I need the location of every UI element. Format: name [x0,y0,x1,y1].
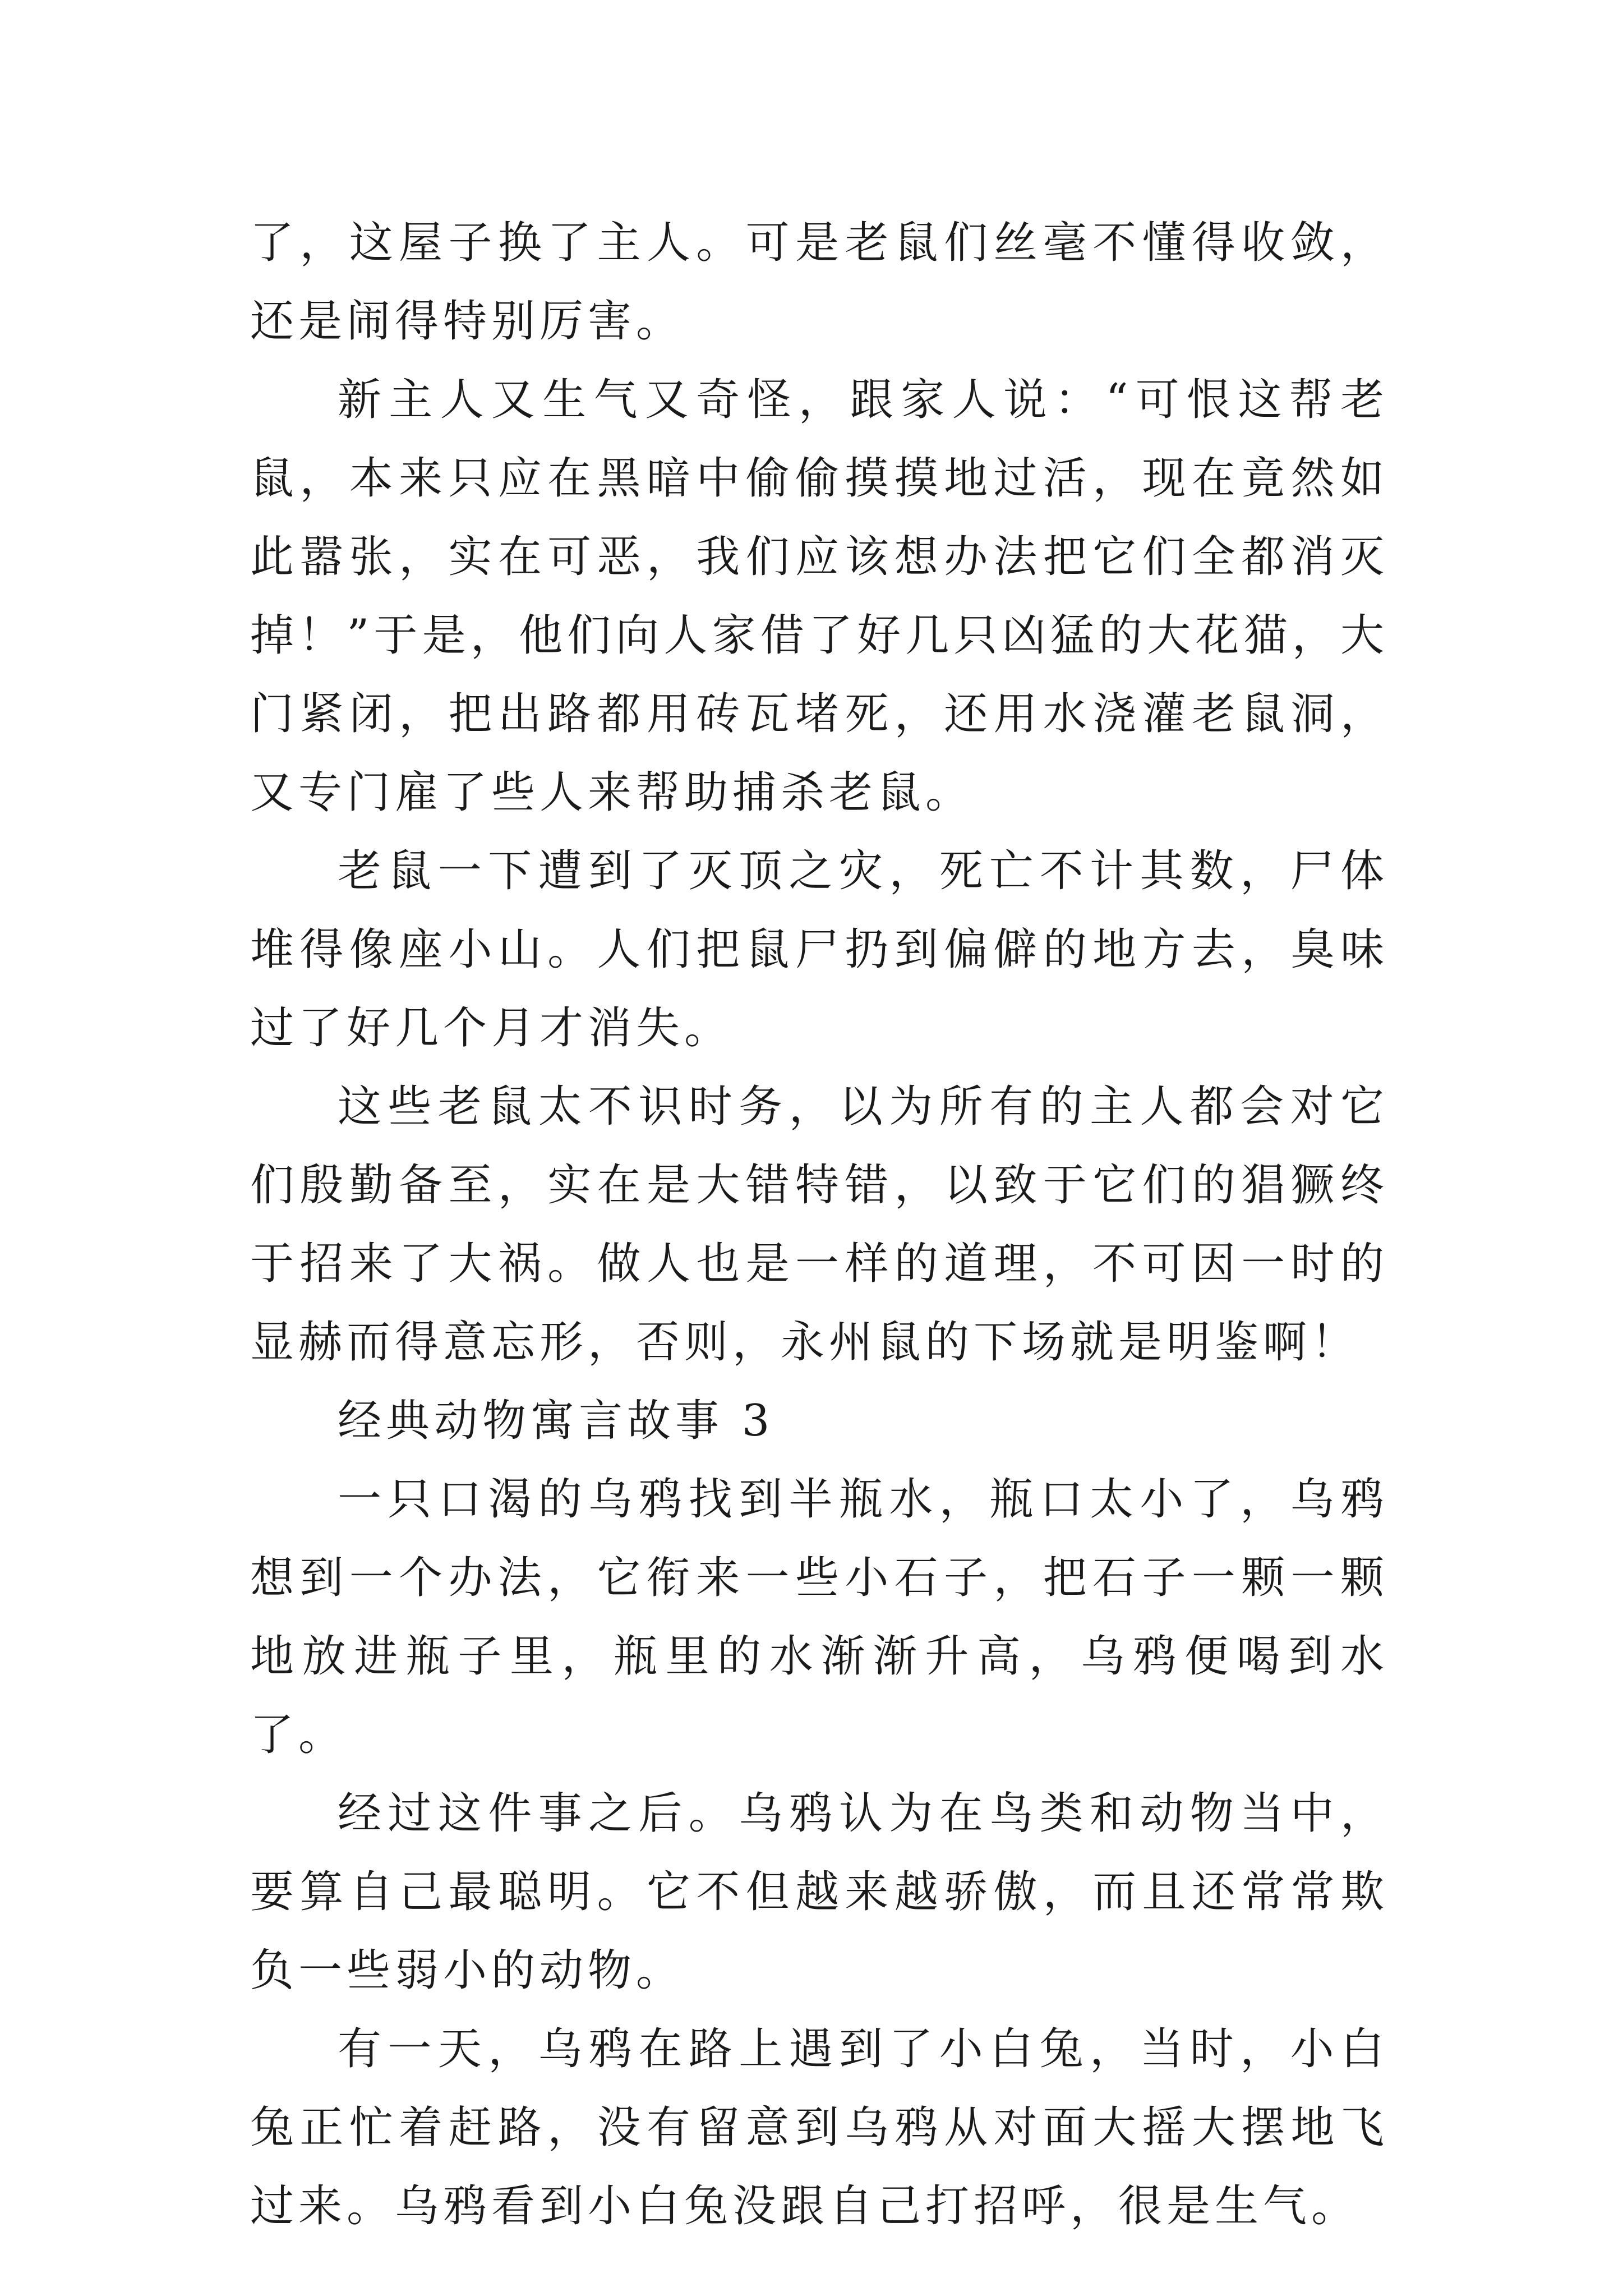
paragraph-7: 有一天，乌鸦在路上遇到了小白兔，当时，小白兔正忙着赶路，没有留意到乌鸦从对面大摇大摆地飞过来。乌鸦看到小白兔没跟自己打招呼，很是生气。 [250,2024,1389,2231]
paragraph-5: 一只口渴的乌鸦找到半瓶水，瓶口太小了，乌鸦想到一个办法，它衔来一些小石子，把石子一颗一颗地放进瓶子里，瓶里的水渐渐升高，乌鸦便喝到水了。 [250,1474,1389,1760]
paragraph-1: 了，这屋子换了主人。可是老鼠们丝毫不懂得收敛，还是闹得特别厉害。 [250,218,1389,347]
paragraph-3: 老鼠一下遭到了灭顶之灾，死亡不计其数，尸体堆得像座小山。人们把鼠尸扔到偏僻的地方去，臭味过了好几个月才消失。 [250,846,1389,1053]
paragraph-6: 经过这件事之后。乌鸦认为在鸟类和动物当中，要算自己最聪明。它不但越来越骄傲，而且还常常欺负一些弱小的动物。 [250,1788,1389,1996]
section-heading: 经典动物寓言故事 3 [338,1396,774,1446]
paragraph-4: 这些老鼠太不识时务，以为所有的主人都会对它们殷勤备至，实在是大错特错，以致于它们的猖獗终于招来了大祸。做人也是一样的道理，不可因一时的显赫而得意忘形，否则，永州鼠的下场就是明鉴啊！ [250,1082,1389,1368]
paragraph-2: 新主人又生气又奇怪，跟家人说：“可恨这帮老鼠，本来只应在黑暗中偷偷摸摸地过活，现在竟然如此嚣张，实在可恶，我们应该想办法把它们全都消灭掉！”于是，他们向人家借了好几只凶猛的大花猫，大门紧闭，把出路都用砖瓦堵死，还用水浇灌老鼠洞，又专门雇了些人来帮助捕杀老鼠。 [250,375,1389,818]
document-body [250,204,1389,2246]
